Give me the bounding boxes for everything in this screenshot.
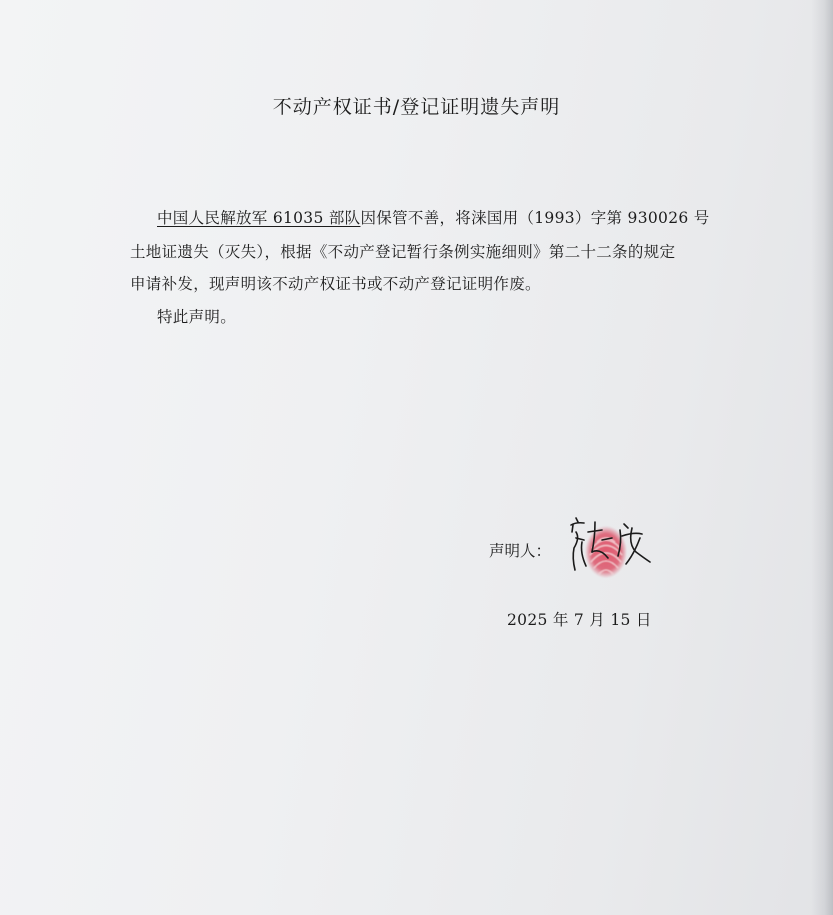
closing-statement: 特此声明。 bbox=[157, 308, 237, 326]
declarant-unit-name: 中国人民解放军 61035 部队 bbox=[157, 209, 361, 227]
page-edge-shadow bbox=[811, 0, 833, 915]
paragraph-line-1 bbox=[157, 206, 710, 228]
paragraph-line-2: 土地证遗失（灭失），根据《不动产登记暂行条例实施细则》第二十二条的规定 bbox=[130, 243, 676, 261]
declarant-label: 声明人： bbox=[489, 542, 552, 560]
handwritten-signature bbox=[562, 508, 662, 588]
document-title: 不动产权证书/登记证明遗失声明 bbox=[272, 96, 561, 118]
paragraph-line-3: 申请补发，现声明该不动产权证书或不动产登记证明作废。 bbox=[130, 275, 541, 293]
paragraph-line-1-rest: 因保管不善，将涞国用（1993）字第 930026 号 bbox=[360, 209, 710, 227]
declaration-date: 2025 年 7 月 15 日 bbox=[507, 611, 652, 629]
